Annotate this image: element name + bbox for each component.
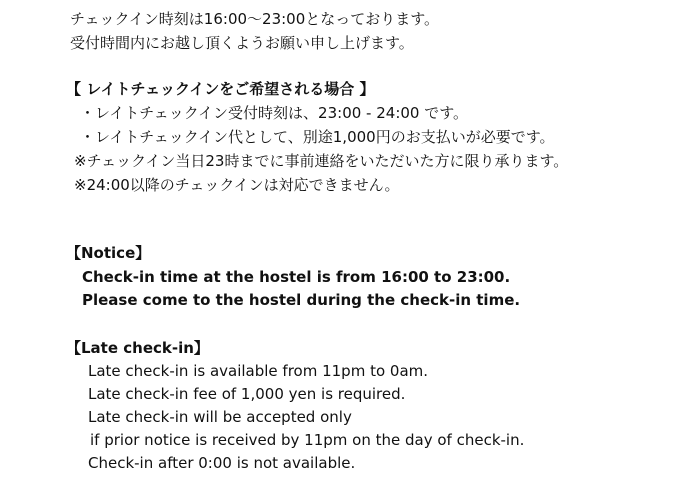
- jp-late-item-2: ・レイトチェックイン代として、別途1,000円のお支払いが必要です。: [80, 128, 555, 146]
- en-notice-heading: 【Notice】: [66, 244, 151, 262]
- jp-note-1: ※チェックイン当日23時までに事前連絡をいただいた方に限り承ります。: [74, 152, 569, 170]
- jp-late-item-1: ・レイトチェックイン受付時刻は、23:00 - 24:00 です。: [80, 104, 469, 122]
- en-late-heading: 【Late check-in】: [66, 339, 209, 357]
- jp-late-heading: 【 レイトチェックインをご希望される場合 】: [66, 80, 375, 98]
- en-late-line-1: Late check-in is available from 11pm to 0am.: [88, 362, 429, 380]
- en-notice-line-1: Check-in time at the hostel is from 16:00 to 23:00.: [82, 268, 511, 286]
- en-late-line-2: Late check-in fee of 1,000 yen is required.: [88, 385, 406, 403]
- jp-note-2: ※24:00以降のチェックインは対応できません。: [74, 176, 400, 194]
- en-notice-line-2: Please come to the hostel during the check-in time.: [82, 291, 521, 309]
- en-late-line-5: Check-in after 0:00 is not available.: [88, 454, 356, 472]
- en-late-line-4: if prior notice is received by 11pm on the day of check-in.: [90, 431, 525, 449]
- jp-intro-line-2: 受付時間内にお越し頂くようお願い申し上げます。: [70, 34, 414, 52]
- jp-intro-line-1: チェックイン時刻は16:00〜23:00となっております。: [70, 10, 440, 28]
- en-late-line-3: Late check-in will be accepted only: [88, 408, 352, 426]
